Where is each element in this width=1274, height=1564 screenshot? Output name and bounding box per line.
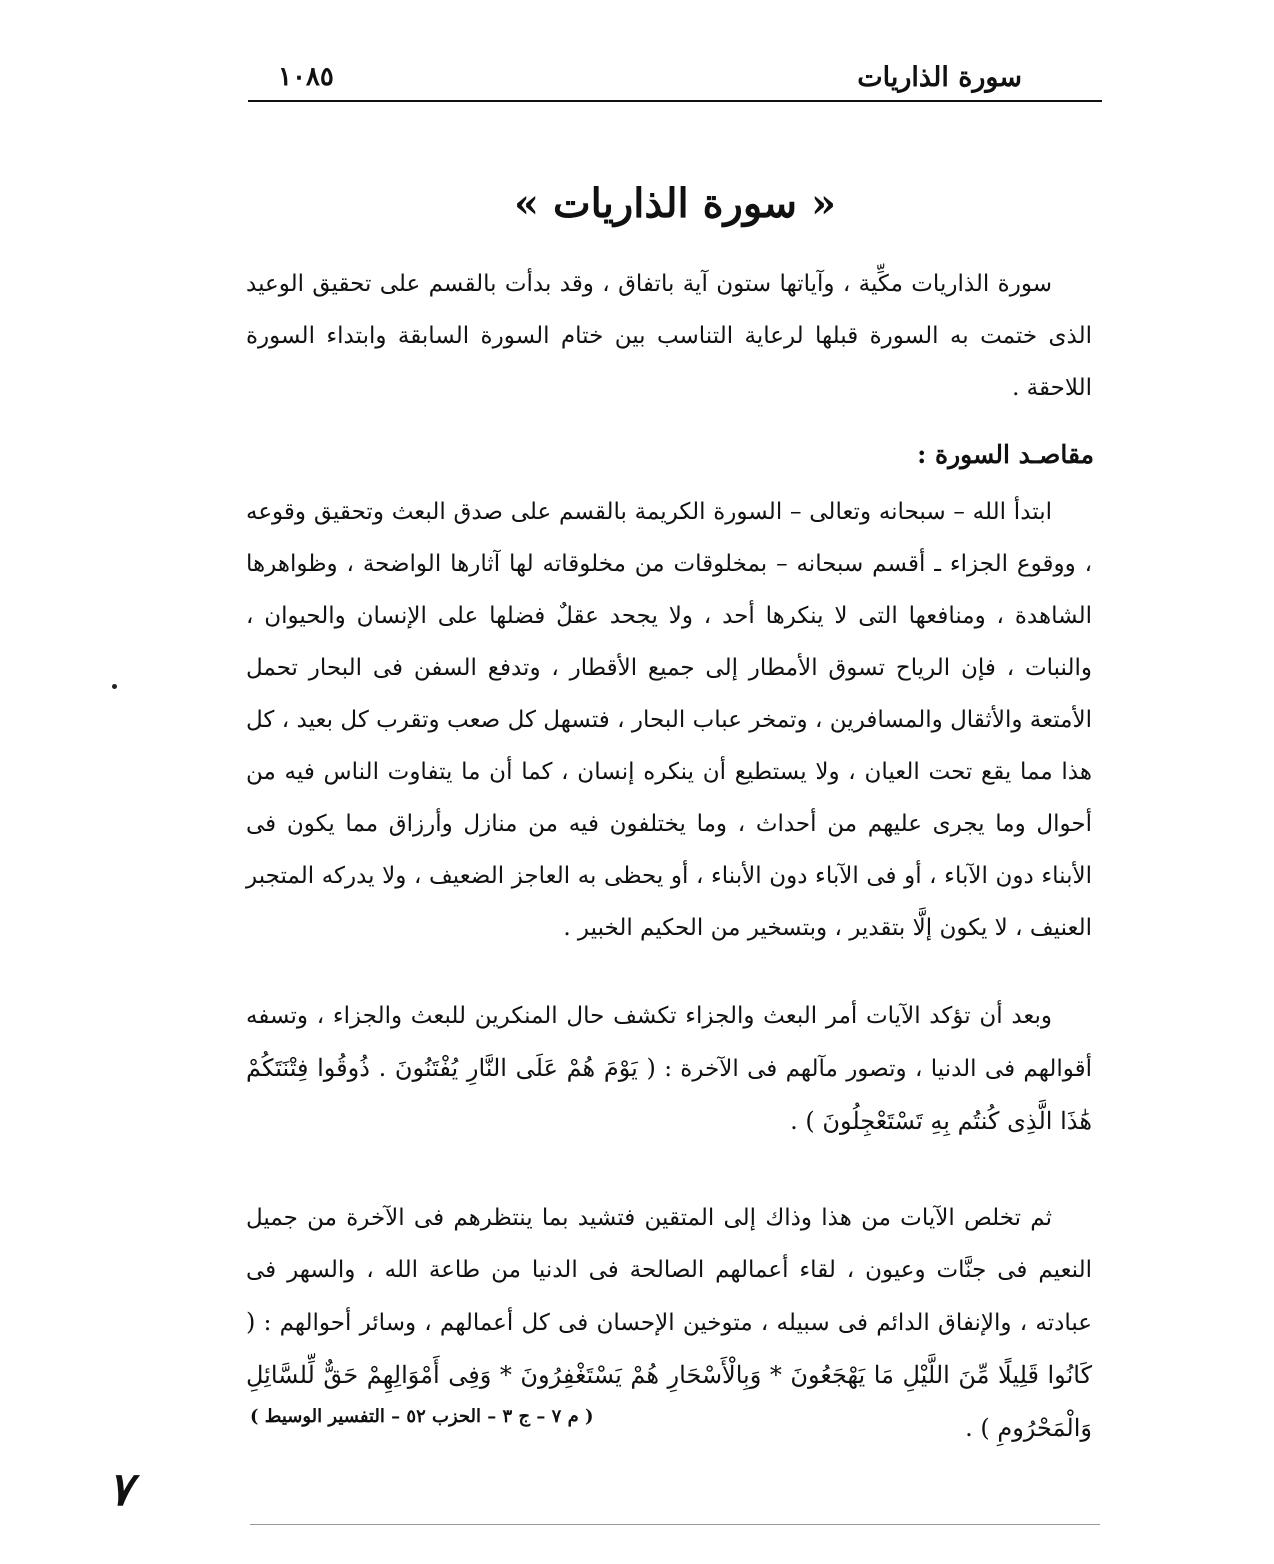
running-header (248, 58, 1102, 98)
objectives-paragraph-2-body (246, 990, 1092, 1148)
footnote: ( م ٧ – ج ٣ – الحزب ٥٢ – التفسير الوسيط ) (250, 1406, 594, 1427)
objectives-paragraph-1-text: ابتدأ الله – سبحانه وتعالى – السورة الكريمة بالقسم على صدق البعث وتحقيق وقوعه ، ووقوع الجزاء ـ أقسم سبحانه – بمخلوقات من مخلوقاته لها آثارها الواضحة ، وظواهرها الشاهدة ، ومنافعها التى لا ينكرها أحد ، ولا يجحد عقلٌ فضلها على الإنسان والحيوان ، والنبات ، فإن الرياح تسوق الأمطار إلى جميع الأقطار ، وتدفع السفن فى البحار تحمل الأمتعة والأثقال والمسافرين ، وتمخر عباب البحار ، فتسهل كل صعب وتقرب كل بعيد ، كل هذا مما يقع تحت العيان ، ولا يستطيع أن ينكره إنسان ، كما أن ما يتفاوت الناس فيه من أحوال وما يجرى عليهم من أحداث ، وما يختلفون فيه من منازل وأرزاق مما يكون فى الأبناء دون الآباء ، أو فى الآباء دون الأبناء ، أو يحظى به العاجز الضعيف ، ولا يدركه المتجبر العنيف ، لا يكون إلَّا بتقدير ، وبتسخير من الحكيم الخبير . (246, 499, 1092, 941)
handwritten-margin-mark: ٧ (108, 1462, 133, 1516)
bottom-rule (250, 1524, 1100, 1525)
surah-title: « سورة الذاريات » (514, 180, 836, 227)
quran-verse-2: ( كَانُوا قَلِيلًا مِّنَ اللَّيْلِ مَا يَهْجَعُونَ * وَبِالْأَسْحَارِ هُمْ يَسْتَغْفِرُونَ * وَفِى أَمْوَالِهِمْ حَقٌّ لِّلسَّائِلِ وَالْمَحْرُومِ ) . (246, 1308, 1092, 1442)
intro-paragraph (246, 258, 1092, 414)
quran-verse-1: ( يَوْمَ هُمْ عَلَى النَّارِ يُفْتَنُونَ . ذُوقُوا فِتْنَتَكُمْ هَٰذَا الَّذِى كُنتُم بِهِ تَسْتَعْجِلُونَ ) . (246, 1054, 1092, 1135)
paragraph-3-text: ثم تخلص الآيات من هذا وذاك إلى المتقين فتشيد بما ينتظرهم فى الآخرة من جميل النعيم فى جنَّات وعيون ، لقاء أعمالهم الصالحة فى الدنيا من طاعة الله ، والسهر فى عبادته ، والإنفاق الدائم فى سبيله ، متوخين الإحسان فى كل أعمالهم ، وسائر أحوالهم : (246, 1205, 1093, 1336)
section-heading: مقاصـد السورة : (917, 440, 1094, 469)
objectives-paragraph-1 (246, 486, 1092, 954)
running-title: سورة الذاريات (857, 62, 1022, 93)
page-number: ١٠٨٥ (278, 62, 334, 92)
paragraph-2-text: وبعد أن تؤكد الآيات أمر البعث والجزاء تكشف حال المنكرين للبعث والجزاء ، وتسفه أقوالهم فى الدنيا ، وتصور مآلهم فى الآخرة : (246, 1003, 1092, 1082)
intro-text: سورة الذاريات مكِّية ، وآياتها ستون آية باتفاق ، وقد بدأت بالقسم على تحقيق الوعيد الذى ختمت به السورة قبلها لرعاية التناسب بين ختام السورة السابقة وابتداء السورة اللاحقة . (246, 271, 1092, 401)
header-rule (248, 100, 1102, 102)
scan-speck (112, 684, 117, 689)
objectives-paragraph-2 (246, 990, 1092, 1148)
